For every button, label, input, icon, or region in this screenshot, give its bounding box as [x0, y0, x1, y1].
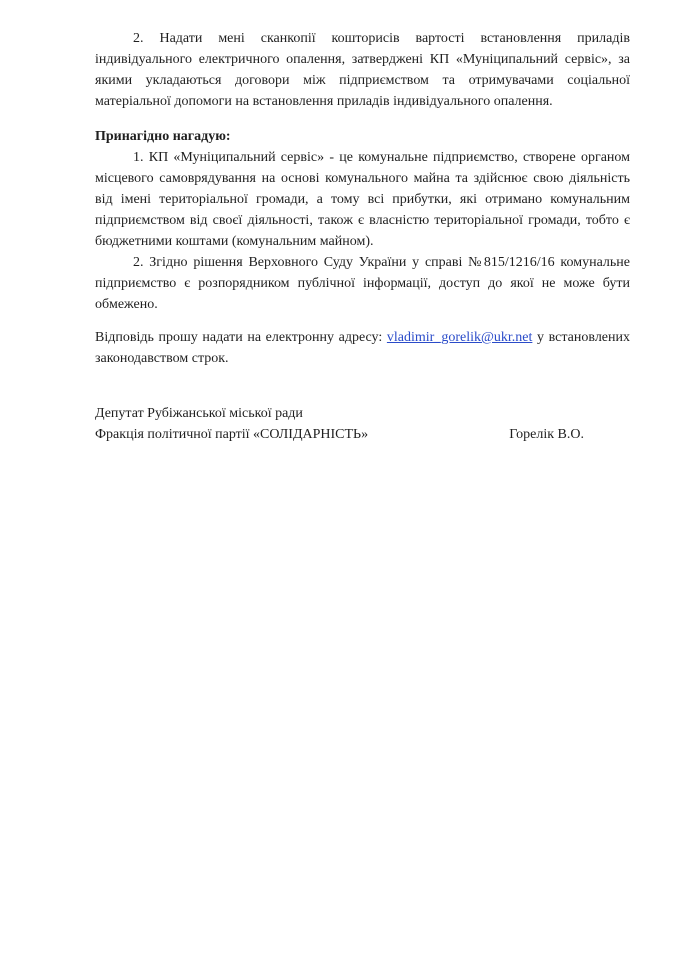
signature-position-line: Депутат Рубіжанської міської ради — [95, 406, 303, 421]
reminder-heading: Принагідно нагадую: — [95, 129, 231, 144]
email-link[interactable]: vladimir_gorelik@ukr.net — [386, 330, 533, 345]
signature-name: Горелік В.О. — [509, 427, 584, 442]
request-paragraph: 2. Надати мені сканкопії кошторисів вартості встановлення приладів індивідуального електричного опалення, затверджені КП «Муніципальний сервіс», за якими укладаються договори між підприємством та отримувачами соціальної матеріальної допомоги на встановлення приладів індивідуального опалення. — [95, 31, 630, 109]
reply-text-before: Відповідь прошу надати на електронну адресу: — [95, 330, 383, 345]
signature-faction: Фракція політичної партії «СОЛІДАРНІСТЬ» — [95, 427, 369, 442]
reply-paragraph — [95, 327, 630, 369]
reply-text-after: у встановлених законодавством строк. — [95, 330, 630, 366]
signature-block — [95, 403, 630, 445]
reminder-item-1: 1. КП «Муніципальний сервіс» - це комунальне підприємство, створене органом місцевого самоврядування на основі комунального майна та здійснює свою діяльність від імені територіальної громади, а тому всі прибутки, які отримано комунальним підприємством від своєї діяльності, також є власністю територіальної громади, тобто є бюджетними коштами (комунальним майном). — [95, 150, 630, 249]
signature-faction-row — [95, 424, 630, 445]
reminder-item-2: 2. Згідно рішення Верховного Суду України у справі №815/1216/16 комунальне підприємство є розпорядником публічної інформації, доступ до якої не може бути обмежено. — [95, 255, 630, 312]
